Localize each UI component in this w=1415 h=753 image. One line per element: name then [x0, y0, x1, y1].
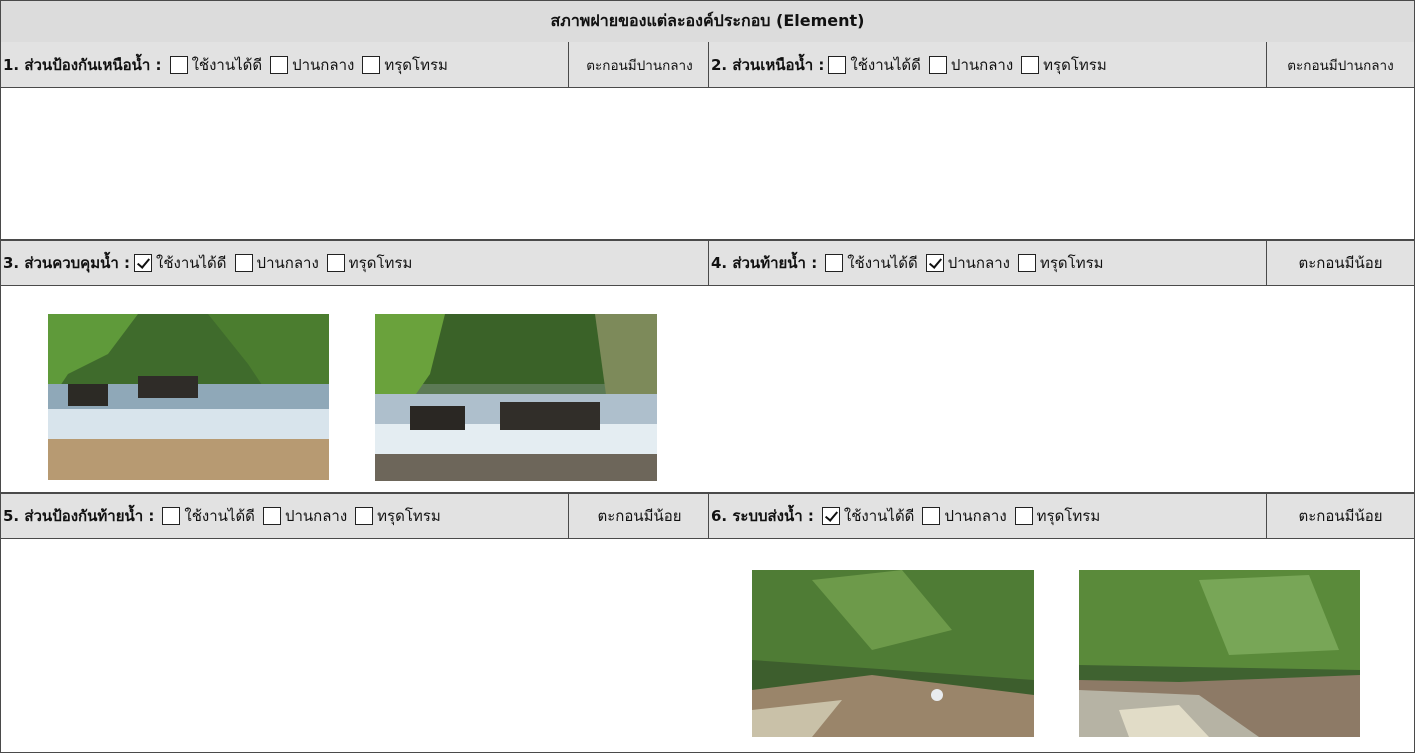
element-4-option-good[interactable]: ใช้งานได้ดี: [825, 251, 918, 275]
element-2-photo-area: [709, 88, 1415, 240]
element-1-option-good[interactable]: ใช้งานได้ดี: [170, 53, 263, 77]
form-title: สภาพฝายของแต่ละองค์ประกอบ (Element): [0, 0, 1415, 43]
canal-photo: [752, 570, 1034, 737]
element-2-label: 2. ส่วนเหนือน้ำ :: [711, 55, 825, 74]
checkbox[interactable]: [162, 507, 180, 525]
element-5-header: [0, 493, 709, 539]
checkbox[interactable]: [825, 254, 843, 272]
element-5-label: 5. ส่วนป้องกันท้ายน้ำ :: [3, 507, 155, 525]
element-2-option-fair[interactable]: ปานกลาง: [929, 53, 1013, 77]
element-3-option-fair[interactable]: ปานกลาง: [235, 251, 319, 275]
weir-photo: [48, 314, 329, 480]
element-1-header: [0, 42, 709, 88]
element-4-header: [709, 240, 1415, 286]
element-3-option-good[interactable]: ใช้งานได้ดี: [134, 251, 227, 275]
element-3-photo-area: [0, 286, 710, 493]
element-2-header: [709, 42, 1415, 88]
checkbox[interactable]: [1021, 56, 1039, 74]
checkbox[interactable]: [355, 507, 373, 525]
checkbox[interactable]: [270, 56, 288, 74]
element-3-option-poor[interactable]: ทรุดโทรม: [327, 251, 413, 275]
element-2-option-good[interactable]: ใช้งานได้ดี: [828, 53, 921, 77]
checkbox[interactable]: [327, 254, 345, 272]
element-4-note: ตะกอนมีน้อย: [1266, 241, 1414, 285]
checkbox[interactable]: [170, 56, 188, 74]
element-6-photo-area: [709, 539, 1415, 753]
element-1-note: ตะกอนมีปานกลาง: [568, 42, 709, 87]
element-5-option-good[interactable]: ใช้งานได้ดี: [162, 504, 255, 528]
checkbox[interactable]: [922, 507, 940, 525]
checkbox[interactable]: [263, 507, 281, 525]
element-6-option-good[interactable]: ใช้งานได้ดี: [822, 504, 915, 528]
element-1-option-fair[interactable]: ปานกลาง: [270, 53, 354, 77]
element-6-note: ตะกอนมีน้อย: [1266, 494, 1414, 538]
element-1-label: 1. ส่วนป้องกันเหนือน้ำ :: [3, 55, 162, 74]
element-2-option-poor[interactable]: ทรุดโทรม: [1021, 53, 1107, 77]
element-5-note: ตะกอนมีน้อย: [568, 494, 709, 538]
checkbox[interactable]: [929, 56, 947, 74]
element-1-photo-area: [0, 88, 710, 240]
element-4-option-fair[interactable]: ปานกลาง: [926, 251, 1010, 275]
element-1-option-poor[interactable]: ทรุดโทรม: [362, 53, 448, 77]
element-2-note: ตะกอนมีปานกลาง: [1266, 42, 1414, 87]
element-4-label: 4. ส่วนท้ายน้ำ :: [711, 254, 818, 272]
checkbox-checked[interactable]: [134, 254, 152, 272]
element-6-label: 6. ระบบส่งน้ำ :: [711, 507, 814, 525]
element-5-photo-area: [0, 539, 710, 753]
checkbox[interactable]: [1018, 254, 1036, 272]
element-4-option-poor[interactable]: ทรุดโทรม: [1018, 251, 1104, 275]
element-6-header: [709, 493, 1415, 539]
element-6-option-poor[interactable]: ทรุดโทรม: [1015, 504, 1101, 528]
checkbox-checked[interactable]: [822, 507, 840, 525]
canal-photo: [1079, 570, 1360, 737]
checkbox[interactable]: [828, 56, 846, 74]
weir-photo: [375, 314, 657, 481]
element-6-option-fair[interactable]: ปานกลาง: [922, 504, 1006, 528]
element-5-option-fair[interactable]: ปานกลาง: [263, 504, 347, 528]
checkbox[interactable]: [235, 254, 253, 272]
checkbox-checked[interactable]: [926, 254, 944, 272]
element-4-photo-area: [709, 286, 1415, 493]
element-3-label: 3. ส่วนควบคุมน้ำ :: [3, 254, 130, 272]
checkbox[interactable]: [362, 56, 380, 74]
checkbox[interactable]: [1015, 507, 1033, 525]
element-5-option-poor[interactable]: ทรุดโทรม: [355, 504, 441, 528]
element-3-header: [0, 240, 709, 286]
